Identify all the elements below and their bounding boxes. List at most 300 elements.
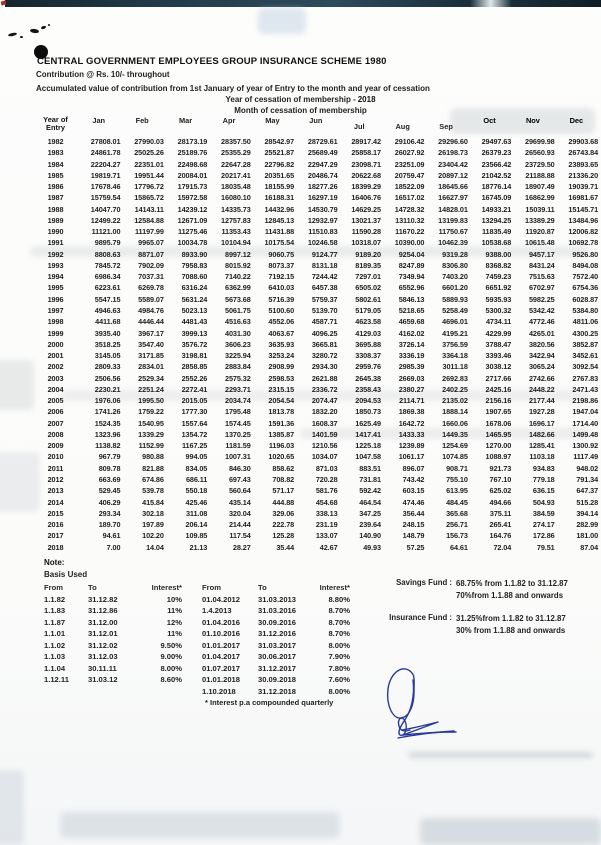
value-cell: 8871.07 (138, 249, 164, 259)
value-cell: 3452.61 (572, 351, 599, 361)
accumulation-table (34, 112, 598, 553)
value-cell: 125.28 (272, 531, 295, 541)
value-cell: 1210.56 (311, 441, 338, 451)
value-cell: 3518.25 (94, 339, 121, 349)
value-cell: 11590.28 (351, 227, 381, 237)
to-date: 31.12.00 (88, 617, 118, 627)
year-cell: 2010 (47, 452, 64, 462)
from-header: From (202, 583, 221, 592)
value-cell: 1103.18 (529, 452, 555, 462)
row-values (77, 305, 598, 316)
value-cell: 755.10 (446, 474, 468, 484)
year-cell: 1995 (47, 283, 64, 293)
value-cell: 1181.59 (225, 441, 251, 451)
value-cell: 7403.20 (442, 272, 468, 282)
value-cell: 9254.04 (398, 249, 425, 259)
value-cell: 87.04 (580, 542, 599, 552)
value-cell: 7572.40 (572, 272, 599, 282)
value-cell: 454.68 (315, 497, 338, 507)
value-cell: 11121.00 (91, 227, 121, 237)
value-cell: 708.82 (272, 474, 295, 484)
value-cell: 2380.27 (398, 384, 425, 394)
value-cell: 23566.42 (481, 159, 512, 169)
to-date: 30.09.2016 (258, 617, 297, 627)
value-cell: 109.85 (185, 531, 208, 541)
value-cell: 1888.14 (442, 407, 468, 417)
value-cell: 2156.16 (485, 396, 512, 406)
value-cell: 28729.61 (307, 137, 338, 146)
value-cell: 5982.25 (528, 294, 555, 304)
value-cell: 375.11 (489, 508, 512, 518)
interest-rate: 8.60% (160, 675, 182, 684)
value-cell: 858.62 (272, 463, 295, 473)
value-cell: 2177.44 (528, 396, 555, 406)
value-cell: 550.18 (185, 486, 208, 496)
value-cell: 3422.94 (528, 351, 555, 361)
from-date: 01.04.2012 (202, 594, 241, 604)
year-cell: 2001 (47, 351, 64, 361)
value-cell: 1608.37 (311, 418, 338, 428)
value-cell: 25689.49 (307, 148, 338, 158)
value-cell: 9388.00 (485, 249, 512, 259)
row-values (77, 260, 598, 271)
value-cell: 3695.88 (355, 339, 381, 349)
value-cell: 1557.64 (181, 418, 208, 428)
value-cell: 2315.15 (268, 384, 295, 394)
value-cell: 20759.47 (394, 170, 425, 180)
value-cell: 3308.37 (355, 351, 381, 361)
value-cell: 6552.96 (398, 283, 425, 293)
interest-rate: 8.00% (160, 663, 182, 673)
value-cell: 2054.54 (268, 396, 295, 406)
value-cell: 625.02 (489, 486, 512, 496)
value-cell: 2621.88 (311, 373, 338, 383)
value-cell: 13199.83 (438, 215, 468, 225)
value-cell: 14143.11 (134, 204, 164, 214)
interest-rate: 8.70% (328, 606, 350, 615)
value-cell: 15145.71 (568, 204, 599, 214)
value-cell: 8131.18 (311, 260, 338, 270)
value-cell: 394.14 (576, 508, 599, 518)
table-row (34, 339, 598, 350)
value-cell: 10538.68 (481, 238, 512, 248)
value-cell: 5547.15 (94, 294, 121, 304)
value-cell: 133.07 (315, 531, 338, 541)
month-header: Oct (483, 116, 496, 125)
table-row (34, 485, 598, 496)
table-row (34, 181, 598, 192)
value-cell: 14828.01 (438, 204, 468, 214)
value-cell: 1777.30 (181, 407, 208, 417)
value-cell: 4446.44 (138, 317, 164, 327)
table-row (34, 418, 598, 429)
year-cell: 2013 (47, 486, 64, 496)
row-values (77, 530, 598, 541)
value-cell: 1714.40 (572, 418, 599, 428)
table-row (34, 147, 598, 158)
table-row (34, 440, 598, 451)
value-cell: 7037.31 (138, 272, 164, 282)
value-cell: 908.71 (446, 463, 468, 473)
value-cell: 5935.93 (485, 294, 512, 304)
value-cell: 356.44 (402, 508, 425, 518)
value-cell: 948.02 (576, 463, 599, 473)
value-cell: 18522.09 (394, 182, 425, 192)
year-cell: 2005 (47, 396, 64, 406)
interest-header: Interest* (319, 583, 350, 592)
value-cell: 18155.99 (264, 182, 295, 192)
year-cell: 1990 (47, 227, 64, 237)
value-cell: 5846.13 (398, 294, 425, 304)
row-values (77, 215, 598, 226)
insurance-fund-line1: 31.25%from 1.1.82 to 31.12.87 (456, 614, 566, 623)
value-cell: 14933.21 (481, 204, 512, 214)
year-cell: 2009 (47, 441, 64, 451)
from-date: 01.04.2017 (202, 652, 241, 661)
to-date: 31.03.12 (88, 675, 118, 684)
table-row (34, 215, 598, 226)
value-cell: 11670.22 (395, 227, 425, 237)
value-cell: 1152.99 (138, 441, 164, 451)
month-header: May (265, 116, 280, 125)
interest-basis-table-right (202, 582, 350, 697)
month-header: Nov (525, 116, 540, 125)
value-cell: 29497.63 (481, 137, 512, 146)
value-cell: 515.28 (576, 497, 599, 507)
interest-rate: 12% (166, 617, 182, 627)
value-cell: 338.13 (315, 508, 338, 518)
value-cell: 365.68 (446, 508, 468, 518)
signature-stem (399, 680, 414, 735)
table-row (34, 451, 598, 462)
basis-row (44, 640, 182, 652)
scan-artifact (258, 8, 306, 34)
value-cell: 156.73 (446, 531, 468, 541)
value-cell: 444.88 (272, 497, 295, 507)
value-cell: 17915.73 (177, 182, 208, 192)
basis-left-rows (44, 594, 182, 686)
row-values (77, 497, 598, 508)
value-cell: 9526.80 (572, 249, 599, 259)
value-cell: 26743.84 (568, 148, 599, 158)
from-date: 01.10.2016 (202, 629, 241, 638)
basis-row (202, 663, 350, 675)
table-row (34, 282, 598, 293)
row-values (77, 237, 598, 248)
value-cell: 3788.47 (485, 339, 512, 349)
savings-fund-note (386, 578, 598, 602)
to-date: 31.03.2013 (258, 594, 297, 604)
interest-rate: 8.80% (328, 594, 350, 604)
value-cell: 28357.50 (221, 137, 251, 146)
basis-row (202, 640, 350, 652)
value-cell: 10175.54 (264, 238, 295, 248)
value-cell: 13389.29 (525, 215, 555, 225)
value-cell: 27990.03 (134, 137, 164, 146)
value-cell: 1138.82 (95, 441, 121, 451)
value-cell: 6028.87 (572, 294, 599, 304)
value-cell: 767.10 (489, 474, 512, 484)
ink-speck (41, 25, 47, 30)
value-cell: 560.64 (228, 486, 251, 496)
value-cell: 15972.58 (177, 193, 208, 203)
value-cell: 7088.60 (181, 272, 208, 282)
month-header: Mar (178, 116, 193, 125)
table-row (34, 530, 598, 541)
interest-header: Interest* (151, 583, 182, 592)
row-values (77, 316, 598, 327)
year-header-line1: Year of (43, 114, 68, 124)
value-cell: 16627.97 (438, 193, 468, 203)
value-cell: 2908.99 (268, 362, 295, 372)
from-date: 1.1.03 (44, 652, 66, 661)
value-cell: 23893.65 (568, 159, 599, 169)
value-cell: 14239.12 (177, 204, 208, 214)
to-date: 31.03.2017 (258, 640, 297, 650)
value-cell: 10104.94 (221, 238, 251, 248)
value-cell: 4623.58 (355, 317, 381, 327)
value-cell: 25521.87 (264, 148, 295, 158)
value-cell: 8431.24 (528, 260, 555, 270)
value-cell: 3092.54 (572, 362, 599, 372)
value-cell: 7515.63 (528, 272, 555, 282)
cessation-year-line (0, 95, 601, 104)
value-cell: 3065.24 (528, 362, 555, 372)
contribution-line: Contribution @ Rs. 10/- throughout (36, 70, 170, 79)
month-header: Apr (222, 116, 236, 125)
value-cell: 3852.87 (572, 339, 599, 349)
from-date: 01.04.2016 (202, 617, 241, 627)
value-cell: 3935.40 (94, 328, 121, 338)
value-cell: 11510.83 (308, 227, 338, 237)
value-cell: 8015.92 (225, 260, 251, 270)
row-values (77, 519, 598, 530)
interest-footnote: * Interest p.a compounded quarterly (205, 698, 334, 707)
value-cell: 18399.29 (351, 182, 381, 192)
to-date: 30.06.2017 (258, 652, 297, 661)
value-cell: 7192.15 (268, 272, 295, 282)
value-cell: 5342.42 (528, 305, 555, 315)
table-row (34, 508, 598, 519)
year-cell: 1996 (47, 294, 64, 304)
scan-artifact (0, 770, 24, 845)
value-cell: 14530.79 (307, 204, 338, 214)
basis-row (202, 686, 350, 698)
value-cell: 1354.72 (181, 429, 208, 439)
value-cell: 18645.66 (438, 182, 468, 192)
value-cell: 663.69 (98, 474, 121, 484)
value-cell: 23729.50 (525, 159, 555, 169)
value-cell: 11431.88 (264, 227, 295, 237)
value-cell: 720.28 (315, 474, 338, 484)
to-date: 31.12.02 (88, 640, 118, 650)
value-cell: 2598.53 (268, 373, 295, 383)
value-cell: 9457.17 (528, 249, 555, 259)
value-cell: 2402.25 (442, 384, 468, 394)
basis-row (44, 617, 182, 629)
value-cell: 24861.78 (90, 148, 121, 158)
value-cell: 16406.76 (351, 193, 381, 203)
value-cell: 2230.21 (94, 384, 121, 394)
year-cell: 2002 (47, 362, 64, 372)
row-values (77, 440, 598, 451)
table-row (34, 249, 598, 260)
value-cell: 13484.96 (568, 215, 599, 225)
value-cell: 3756.59 (442, 339, 468, 349)
year-cell: 1998 (47, 317, 64, 327)
value-cell: 6702.97 (528, 283, 555, 293)
value-cell: 7244.42 (311, 272, 338, 282)
value-cell: 1813.78 (268, 407, 295, 417)
basis-right-rows (202, 594, 350, 698)
value-cell: 27808.01 (90, 137, 121, 146)
value-cell: 2669.03 (398, 373, 425, 383)
value-cell: 4162.02 (398, 328, 425, 338)
value-cell: 197.89 (142, 520, 164, 530)
value-cell: 18776.14 (481, 182, 512, 192)
basis-row (44, 628, 182, 640)
year-cell: 2014 (47, 497, 64, 507)
value-cell: 1741.26 (94, 407, 121, 417)
value-cell: 347.25 (359, 508, 381, 518)
value-cell: 529.45 (98, 486, 121, 496)
value-cell: 3364.18 (442, 351, 468, 361)
value-cell: 19039.71 (568, 182, 599, 192)
scan-edge-bar (5, 0, 601, 7)
savings-fund-line2: 70%from 1.1.88 and onwards (456, 591, 564, 600)
value-cell: 5179.05 (355, 305, 381, 315)
table-row (34, 226, 598, 237)
value-cell: 5716.39 (268, 294, 295, 304)
year-cell: 2015 (47, 508, 64, 518)
from-date: 1.4.2013 (202, 606, 232, 615)
row-values (77, 181, 598, 192)
basis-row (44, 594, 182, 606)
value-cell: 102.20 (142, 531, 164, 541)
value-cell: 64.61 (450, 542, 468, 552)
value-cell: 7958.83 (181, 260, 208, 270)
year-of-entry-header (34, 112, 77, 136)
value-cell: 1074.85 (442, 452, 468, 462)
scan-artifact (420, 818, 601, 845)
from-date: 1.1.83 (44, 606, 66, 615)
row-values (77, 395, 598, 406)
document-title: CENTRAL GOVERNMENT EMPLOYEES GROUP INSURANCE SCHEME 1980 (37, 56, 387, 67)
year-cell: 1984 (47, 159, 64, 169)
row-values (77, 542, 598, 553)
value-cell: 5100.60 (268, 305, 295, 315)
value-cell: 613.95 (446, 486, 468, 496)
to-date: 31.12.2016 (258, 629, 297, 638)
to-date: 31.12.2018 (258, 686, 297, 696)
year-cell: 1985 (47, 170, 64, 180)
value-cell: 504.93 (532, 497, 555, 507)
value-cell: 3665.81 (311, 339, 338, 349)
value-cell: 14432.96 (264, 204, 295, 214)
value-cell: 1832.20 (311, 407, 338, 417)
value-cell: 4772.46 (528, 317, 555, 327)
value-cell: 2692.83 (442, 373, 468, 383)
value-cell: 6223.61 (94, 283, 121, 293)
value-cell: 5258.49 (442, 305, 468, 315)
value-cell: 5631.24 (181, 294, 208, 304)
value-cell: 293.34 (98, 508, 121, 518)
value-cell: 1524.35 (94, 418, 121, 428)
month-headers (77, 112, 598, 136)
value-cell: 6410.03 (268, 283, 295, 293)
value-cell: 29106.42 (394, 137, 425, 146)
value-cell: 647.37 (576, 486, 599, 496)
basis-row (202, 651, 350, 663)
value-cell: 3393.46 (485, 351, 512, 361)
row-values (77, 429, 598, 440)
value-cell: 1433.33 (398, 429, 425, 439)
year-cell: 2016 (47, 520, 64, 530)
interest-rate: 8.70% (328, 629, 350, 638)
value-cell: 883.51 (359, 463, 381, 473)
value-cell: 3145.05 (94, 351, 121, 361)
year-cell: 1993 (47, 260, 64, 270)
row-values (77, 350, 598, 361)
value-cell: 3635.93 (268, 339, 295, 349)
table-row (34, 159, 598, 170)
value-cell: 11835.49 (481, 227, 512, 237)
value-cell: 10462.39 (438, 238, 468, 248)
fund-split-notes (386, 578, 598, 648)
value-cell: 1007.31 (225, 452, 251, 462)
row-values (77, 361, 598, 372)
value-cell: 29903.68 (568, 137, 599, 146)
value-cell: 4229.99 (485, 328, 512, 338)
value-cell: 2717.66 (485, 373, 512, 383)
value-cell: 2272.41 (181, 384, 208, 394)
row-values (77, 204, 598, 215)
value-cell: 871.03 (315, 463, 338, 473)
value-cell: 1976.06 (94, 396, 121, 406)
interest-rate: 9.50% (160, 640, 182, 650)
value-cell: 1370.25 (225, 429, 251, 439)
value-cell: 1907.65 (485, 407, 512, 417)
value-cell: 2767.83 (572, 373, 599, 383)
value-cell: 16862.99 (525, 193, 555, 203)
table-row (34, 361, 598, 372)
to-date: 31.12.2017 (258, 663, 297, 673)
value-cell: 3011.18 (442, 362, 468, 372)
value-cell: 896.07 (402, 463, 425, 473)
month-header: Aug (395, 122, 410, 131)
table-row (34, 497, 598, 508)
value-cell: 282.99 (576, 520, 599, 530)
value-cell: 5673.68 (225, 294, 251, 304)
value-cell: 94.61 (102, 531, 121, 541)
value-cell: 311.08 (185, 508, 208, 518)
value-cell: 16745.09 (481, 193, 512, 203)
value-cell: 1020.65 (268, 452, 295, 462)
value-cell: 4096.25 (311, 328, 338, 338)
interest-rate: 11% (167, 606, 182, 615)
value-cell: 248.15 (402, 520, 425, 530)
value-cell: 2135.02 (442, 396, 468, 406)
value-cell: 4300.25 (572, 328, 599, 338)
basis-used-label: Basis Used (44, 570, 88, 579)
to-date: 31.12.86 (88, 606, 118, 615)
value-cell: 11353.43 (221, 227, 251, 237)
from-date: 01.01.2018 (202, 675, 241, 684)
scan-artifact (0, 360, 34, 410)
value-cell: 172.86 (532, 531, 555, 541)
table-row (34, 136, 598, 147)
value-cell: 4265.01 (528, 328, 555, 338)
